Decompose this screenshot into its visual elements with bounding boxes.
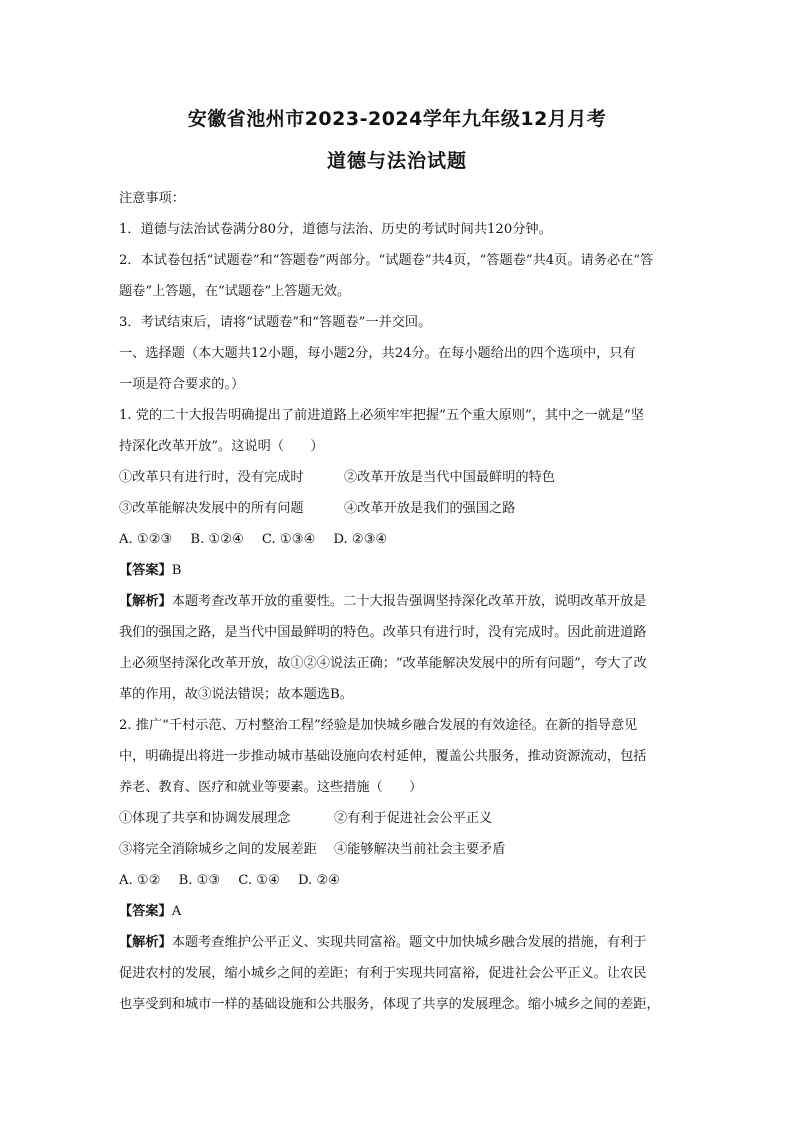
- q1-choice-d: D. ②③④: [333, 532, 388, 547]
- note-line: 2．本试卷包括“试题卷”和“答题卷”两部分。“试题卷”共4页，“答题卷”共4页。请务必在“答: [119, 253, 654, 268]
- document-title: 安徽省池州市2023-2024学年九年级12月月考: [187, 108, 607, 130]
- q2-analysis-line: 促进农村的发展，缩小城乡之间的差距；有利于实现共同富裕，促进社会公平正义。让农民: [119, 966, 647, 981]
- section-heading-cont: 一项是符合要求的。）: [119, 377, 245, 392]
- q2-choice-c: C. ①④: [238, 873, 280, 888]
- q2-options-row: [119, 834, 679, 865]
- q2-analysis: [119, 927, 679, 958]
- q1-analysis-line: 我们的强国之路，是当代中国最鲜明的特色。改革只有进行时，没有完成时。因此前进道路: [119, 625, 647, 640]
- q1-stem: 1. 党的二十大报告明确提出了前进道路上必须牢牢把握“五个重大原则”，其中之一就是“坚: [119, 408, 644, 423]
- q1-option-3: ③改革能解决发展中的所有问题: [119, 501, 304, 516]
- answer-tag: 【答案】: [119, 904, 172, 919]
- q2-analysis-line: 也享受到和城市一样的基础设施和公共服务，体现了共享的发展理念。缩小城乡之间的差距，: [119, 997, 660, 1012]
- analysis-tag: 【解析】: [119, 594, 172, 609]
- q2-stem: 养老、教育、医疗和就业等要素。这些措施（ ）: [119, 780, 423, 795]
- note-line: 3．考试结束后，请将“试题卷”和“答题卷”一并交回。: [119, 315, 432, 330]
- q2-option-2: ②有利于促进社会公平正义: [334, 811, 493, 826]
- q1-choice-c: C. ①③④: [261, 532, 316, 547]
- q2-choice-a: A. ①②: [119, 873, 161, 888]
- q2-choice-b: B. ①③: [178, 873, 221, 888]
- note-line: 题卷”上答题，在“试题卷”上答题无效。: [119, 284, 351, 299]
- analysis-tag: 【解析】: [119, 935, 172, 950]
- q1-options-row: [119, 462, 679, 493]
- q2-choices: [119, 865, 679, 896]
- document-subtitle: 道德与法治试题: [326, 150, 467, 172]
- q1-analysis-line: 革的作用，故③说法错误；故本题选B。: [119, 687, 353, 702]
- q1-options-row: [119, 493, 679, 524]
- q2-choice-d: D. ②④: [297, 873, 341, 888]
- q2-option-1: ①体现了共享和协调发展理念: [119, 811, 291, 826]
- section-heading: 一、选择题（本大题共12小题，每小题2分，共24分。在每小题给出的四个选项中，只有: [119, 346, 636, 361]
- q1-option-2: ②改革开放是当代中国最鲜明的特色: [344, 470, 555, 485]
- q1-choice-b: B. ①②④: [190, 532, 244, 547]
- analysis-text: 本题考查改革开放的重要性。二十大报告强调坚持深化改革开放，说明改革开放是: [171, 594, 647, 609]
- answer-value: B: [171, 563, 182, 578]
- q2-answer: [119, 896, 679, 927]
- notes-header: 注意事项：: [119, 191, 185, 206]
- q2-option-3: ③将完全消除城乡之间的发展差距: [119, 842, 317, 857]
- answer-value: A: [171, 904, 182, 919]
- note-line: 1．道德与法治试卷满分80分，道德与法治、历史的考试时间共120分钟。: [119, 222, 552, 237]
- document-body: [119, 183, 679, 1020]
- q1-stem: 持深化改革开放”。这说明（ ）: [119, 439, 324, 454]
- q1-answer: [119, 555, 679, 586]
- q2-options-row: [119, 803, 679, 834]
- analysis-text: 本题考查维护公平正义、实现共同富裕。题文中加快城乡融合发展的措施，有利于: [171, 935, 647, 950]
- answer-tag: 【答案】: [119, 563, 172, 578]
- q1-choice-a: A. ①②③: [119, 532, 173, 547]
- q1-option-1: ①改革只有进行时，没有完成时: [119, 470, 304, 485]
- q2-stem: 中，明确提出将进一步推动城市基础设施向农村延伸，覆盖公共服务，推动资源流动，包括: [119, 749, 647, 764]
- q1-analysis: [119, 586, 679, 617]
- q1-analysis-line: 上必须坚持深化改革开放，故①②④说法正确；“改革能解决发展中的所有问题”，夸大了改: [119, 656, 647, 671]
- q2-option-4: ④能够解决当前社会主要矛盾: [334, 842, 506, 857]
- q2-stem: 2. 推广“千村示范、万村整治工程”经验是加快城乡融合发展的有效途径。在新的指导意见: [119, 718, 638, 733]
- q1-option-4: ④改革开放是我们的强国之路: [344, 501, 516, 516]
- q1-choices: [119, 524, 679, 555]
